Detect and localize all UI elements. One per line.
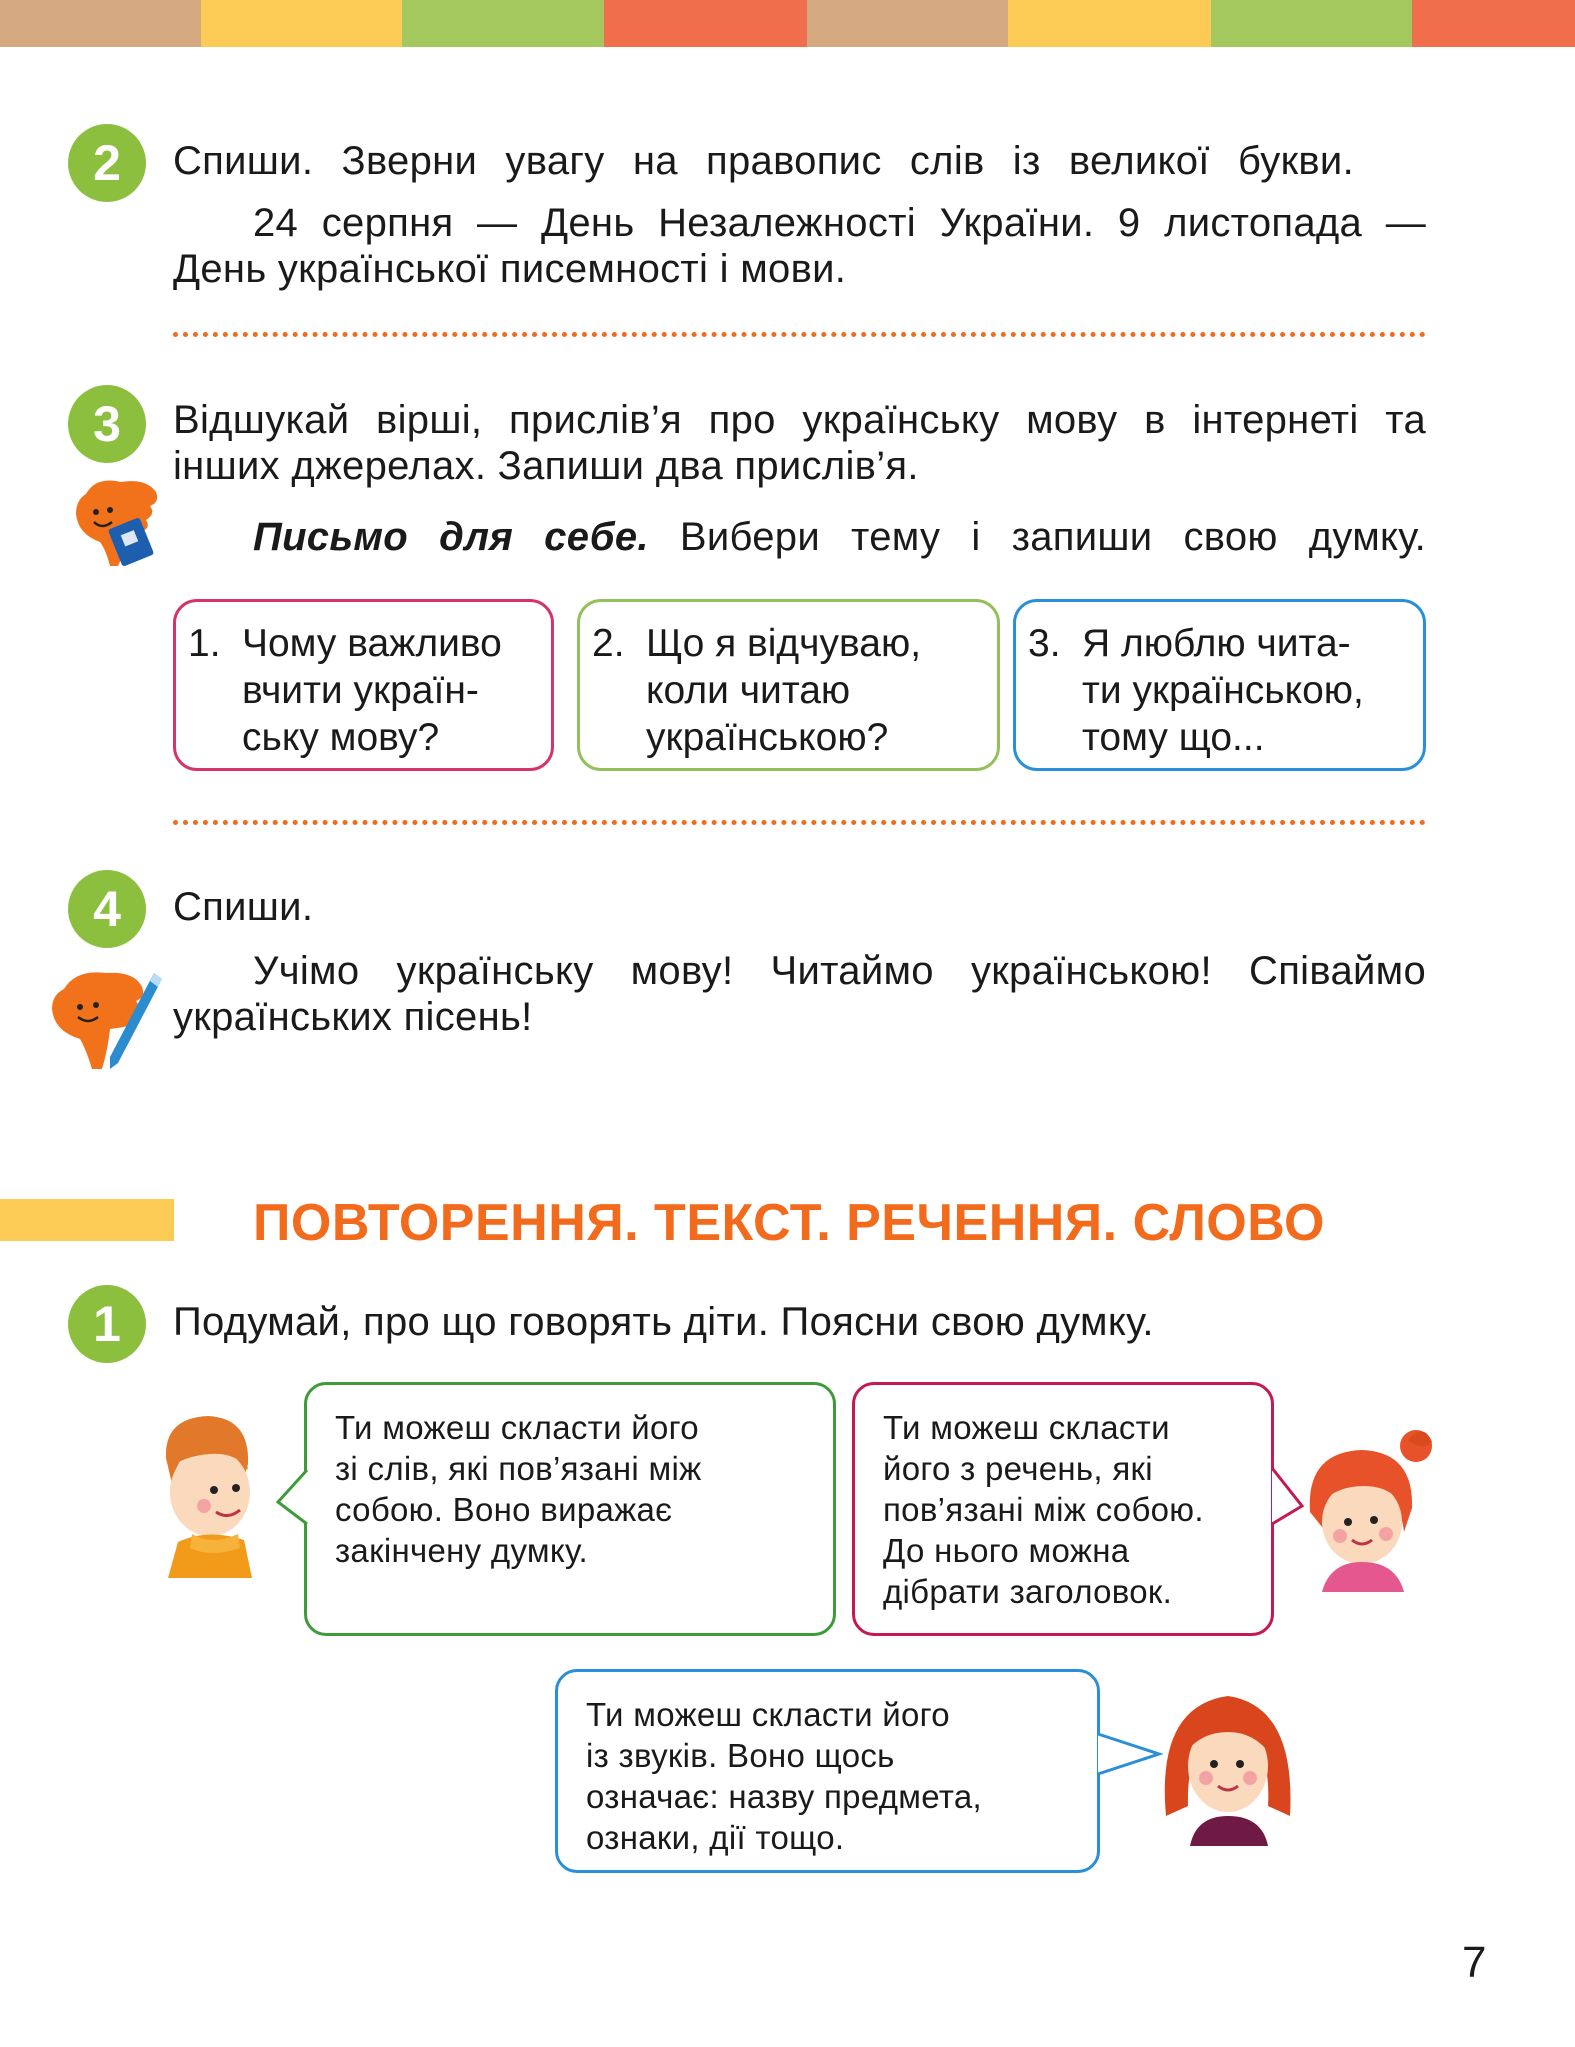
topic-box-1 — [173, 599, 554, 771]
exercise-3-text-line1: Відшукай вірші, прислів’я про українську мову в інтернеті та — [173, 398, 1426, 442]
stripe — [402, 0, 604, 47]
stripe — [604, 0, 807, 47]
stripe — [1412, 0, 1575, 47]
speech-bubble-girl-1: Ти можеш скласти його з речень, які пов’язані між собою. До нього можна дібрати заголовок. — [852, 1382, 1274, 1636]
hand-with-book-icon — [66, 474, 166, 574]
speech-bubble-boy: Ти можеш скласти його зі слів, які пов’язані між собою. Воно виражає закінчену думку. — [304, 1382, 836, 1636]
topic-number: 3. — [1028, 622, 1061, 665]
topic-box-3 — [1013, 599, 1426, 771]
section-title: ПОВТОРЕННЯ. ТЕКСТ. РЕЧЕННЯ. СЛОВО — [253, 1194, 1325, 1252]
bubble-tail — [276, 1468, 308, 1528]
exercise-2-text-line1: 24 серпня — День Незалежності України. 9 листопада — — [253, 201, 1426, 245]
exercise-4-text-line1: Учімо українську мову! Читаймо українською! Співаймо — [253, 949, 1426, 993]
speech-bubble-girl-2: Ти можеш скласти його із звуків. Воно щось означає: назву предмета, ознаки, дії тощо. — [555, 1669, 1100, 1873]
exercise-1-instruction: Подумай, про що говорять діти. Поясни свою думку. — [173, 1300, 1154, 1344]
task-heading: Письмо для себе. — [253, 515, 649, 559]
girl-illustration — [1156, 1666, 1301, 1846]
exercise-1-number: 1 — [68, 1285, 146, 1363]
exercise-2-number: 2 — [68, 124, 146, 202]
stripe — [1008, 0, 1211, 47]
topic-number: 1. — [188, 622, 221, 665]
exercise-2-instruction: Спиши. Зверни увагу на правопис слів із великої букви. — [173, 139, 1354, 183]
topic-number: 2. — [592, 622, 625, 665]
exercise-2-text-line2: День української писемності і мови. — [173, 247, 847, 291]
exercise-3-number: 3 — [68, 385, 146, 463]
exercise-3-task — [253, 514, 1426, 561]
topic-text: Я люблю чита- ти українською, тому що... — [1082, 622, 1364, 759]
task-text: Вибери тему і запиши свою думку. — [648, 515, 1426, 559]
dotted-divider — [173, 332, 1426, 337]
topic-text: Чому важливо вчити україн- ську мову? — [242, 622, 502, 759]
page-number: 7 — [1462, 1938, 1487, 1987]
exercise-4-number: 4 — [68, 870, 146, 948]
dotted-divider — [173, 820, 1426, 825]
boy-illustration — [148, 1408, 268, 1578]
girl-illustration — [1300, 1422, 1450, 1592]
stripe — [1211, 0, 1412, 47]
stripe — [201, 0, 402, 47]
section-bar — [0, 1199, 174, 1241]
stripe — [0, 0, 201, 47]
exercise-3-text-line2: інших джерелах. Запиши два прислів’я. — [173, 444, 919, 488]
topic-box-2 — [577, 599, 1000, 771]
topic-text: Що я відчуваю, коли читаю українською? — [646, 622, 922, 759]
bubble-tail — [1097, 1730, 1163, 1780]
exercise-4-text-line2: українських пісень! — [173, 995, 533, 1039]
stripe — [807, 0, 1008, 47]
exercise-4-instruction: Спиши. — [173, 885, 314, 929]
hand-with-pen-icon — [46, 965, 166, 1075]
